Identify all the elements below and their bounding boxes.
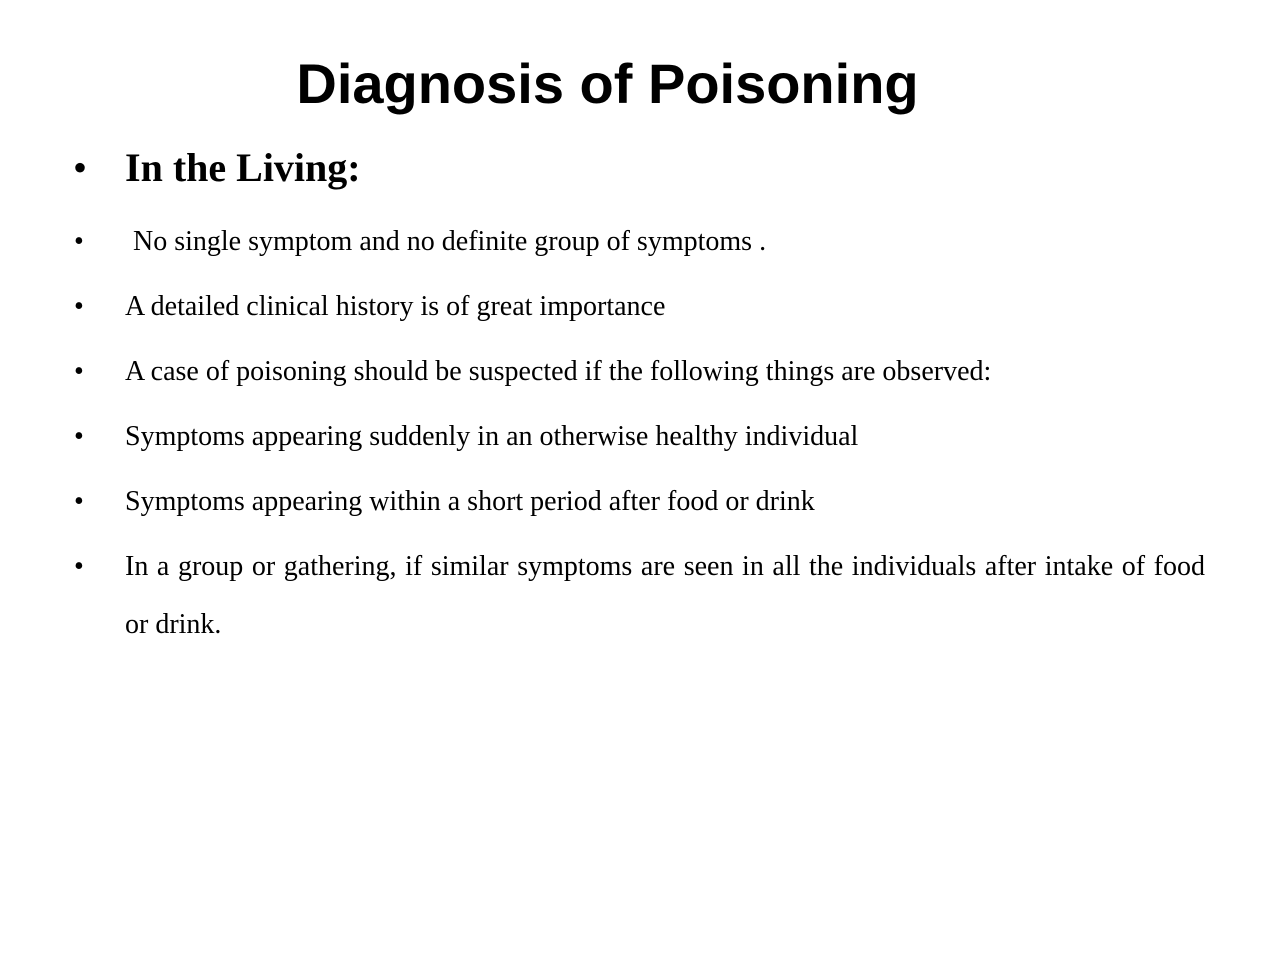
list-item-text: Symptoms appearing within a short period after food or drink: [125, 486, 815, 517]
section-heading: In the Living:: [125, 145, 361, 190]
bullet-marker: •: [74, 226, 84, 257]
list-item-text: Symptoms appearing suddenly in an otherwise healthy individual: [125, 421, 859, 452]
list-item-text: A case of poisoning should be suspected if the following things are observed:: [125, 356, 992, 387]
list-item-text: In a group or gathering, if similar symptoms are seen in all the individuals after intake of food or drink.: [125, 551, 1205, 640]
bullet-marker: •: [73, 145, 88, 190]
slide-title: Diagnosis of Poisoning: [296, 52, 919, 115]
bullet-marker: •: [74, 356, 84, 387]
list-item-text: A detailed clinical history is of great importance: [125, 291, 666, 322]
bullet-marker: •: [74, 486, 84, 517]
list-item-text: No single symptom and no definite group of symptoms .: [133, 226, 767, 257]
bullet-marker: •: [74, 551, 84, 582]
bullet-marker: •: [74, 421, 84, 452]
bullet-marker: •: [74, 291, 84, 322]
